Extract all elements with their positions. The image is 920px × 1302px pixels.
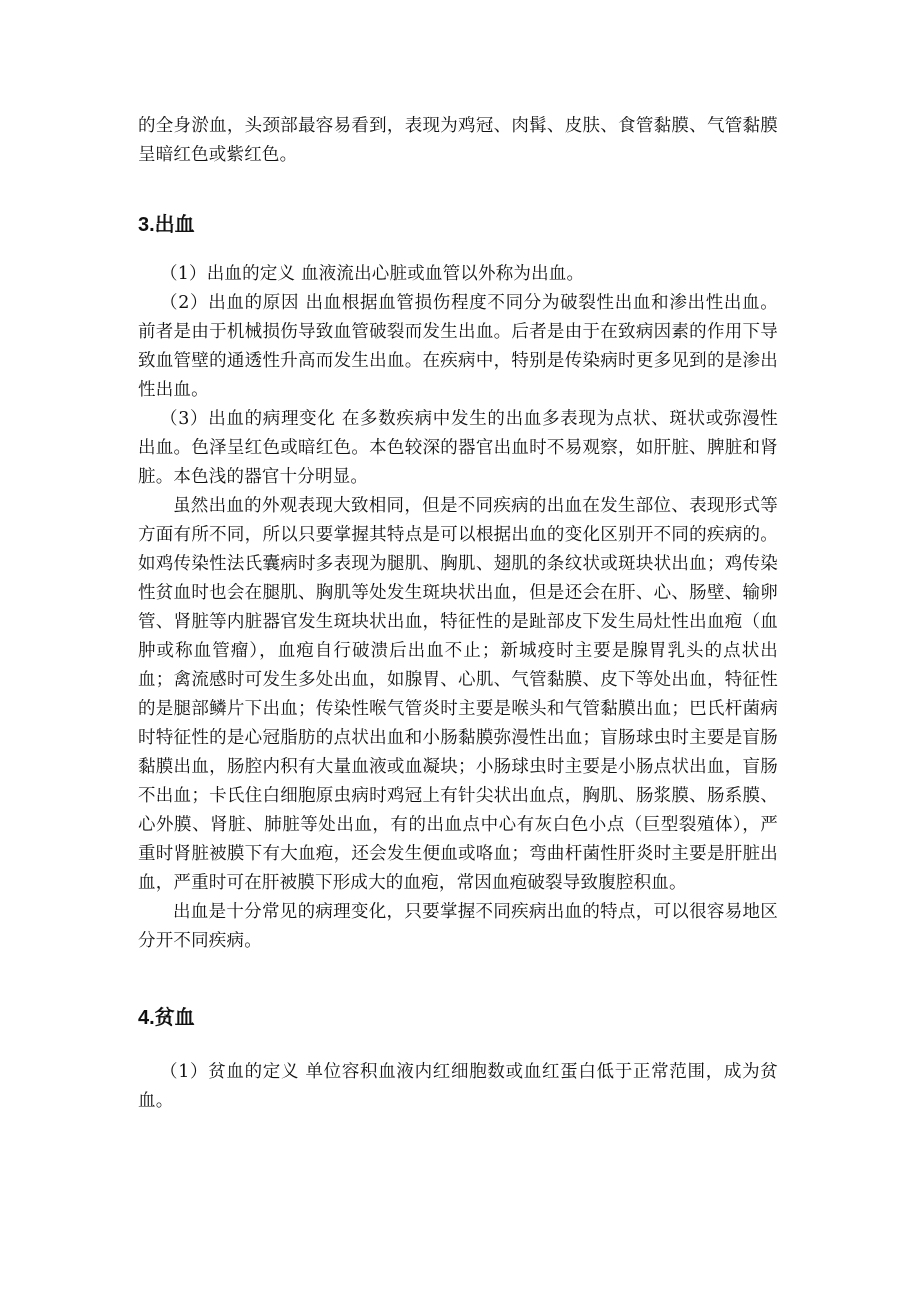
spacer xyxy=(138,170,778,211)
spacer xyxy=(138,239,778,260)
section-4-heading: 4.贫血 xyxy=(138,1007,195,1029)
bleeding-summary-paragraph: 出血是十分常见的病理变化，只要掌握不同疾病出血的特点，可以很容易地区分开不同疾病。 xyxy=(138,902,778,951)
document-page xyxy=(138,112,778,1116)
bleeding-definition-paragraph: （1）出血的定义 血液流出心脏或血管以外称为出血。 xyxy=(160,264,585,284)
bleeding-pathology-paragraph: （3）出血的病理变化 在多数疾病中发生的出血多表现为点状、斑状或弥漫性出血。色泽呈红色或暗红色。本色较深的器官出血时不易观察，如肝脏、脾脏和肾脏。本色浅的器官十分明显。 xyxy=(138,409,778,487)
intro-paragraph: 的全身淤血，头颈部最容易看到，表现为鸡冠、肉髯、皮肤、食管黏膜、气管黏膜呈暗红色或紫红色。 xyxy=(138,116,778,165)
bleeding-diseases-paragraph: 虽然出血的外观表现大致相同，但是不同疾病的出血在发生部位、表现形式等方面有所不同，所以只要掌握其特点是可以根据出血的变化区别开不同的疾病的。如鸡传染性法氏囊病时多表现为腿肌、胸肌、翅肌的条纹状或斑块状出血；鸡传染性贫血时也会在腿肌、胸肌等处发生斑块状出血，但是还会在肝、心、肠壁、输卵管、肾脏等内脏器官发生斑块状出血，特征性的是趾部皮下发生局灶性出血疱（血肿或称血管瘤），血疱自行破溃后出血不止；新城疫时主要是腺胃乳头的点状出血；禽流感时可发生多处出血，如腺胃、心肌、气管黏膜、皮下等处出血，特征性的是腿部鳞片下出血；传染性喉气管炎时主要是喉头和气管黏膜出血；巴氏杆菌病时特征性的是心冠脂肪的点状出血和小肠黏膜弥漫性出血；盲肠球虫时主要是盲肠黏膜出血，肠腔内积有大量血液或血凝块；小肠球虫时主要是小肠点状出血，盲肠不出血；卡氏住白细胞原虫病时鸡冠上有针尖状出血点，胸肌、肠浆膜、肠系膜、心外膜、肾脏、肺脏等处出血，有的出血点中心有灰白色小点（巨型裂殖体），严重时肾脏被膜下有大血疱，还会发生便血或咯血；弯曲杆菌性肝炎时主要是肝脏出血，严重时可在肝被膜下形成大的血疱，常因血疱破裂导致腹腔积血。 xyxy=(138,496,778,893)
spacer xyxy=(138,956,778,1004)
anemia-definition-paragraph: （1）贫血的定义 单位容积血液内红细胞数或血红蛋白低于正常范围，成为贫血。 xyxy=(138,1062,778,1111)
section-3-heading: 3.出血 xyxy=(138,214,195,236)
bleeding-causes-paragraph: （2）出血的原因 出血根据血管损伤程度不同分为破裂性出血和渗出性出血。前者是由于机械损伤导致血管破裂而发生出血。后者是由于在致病因素的作用下导致血管壁的通透性升高而发生出血。在疾病中，特别是传染病时更多见到的是渗出性出血。 xyxy=(138,293,778,400)
spacer xyxy=(138,1032,778,1058)
